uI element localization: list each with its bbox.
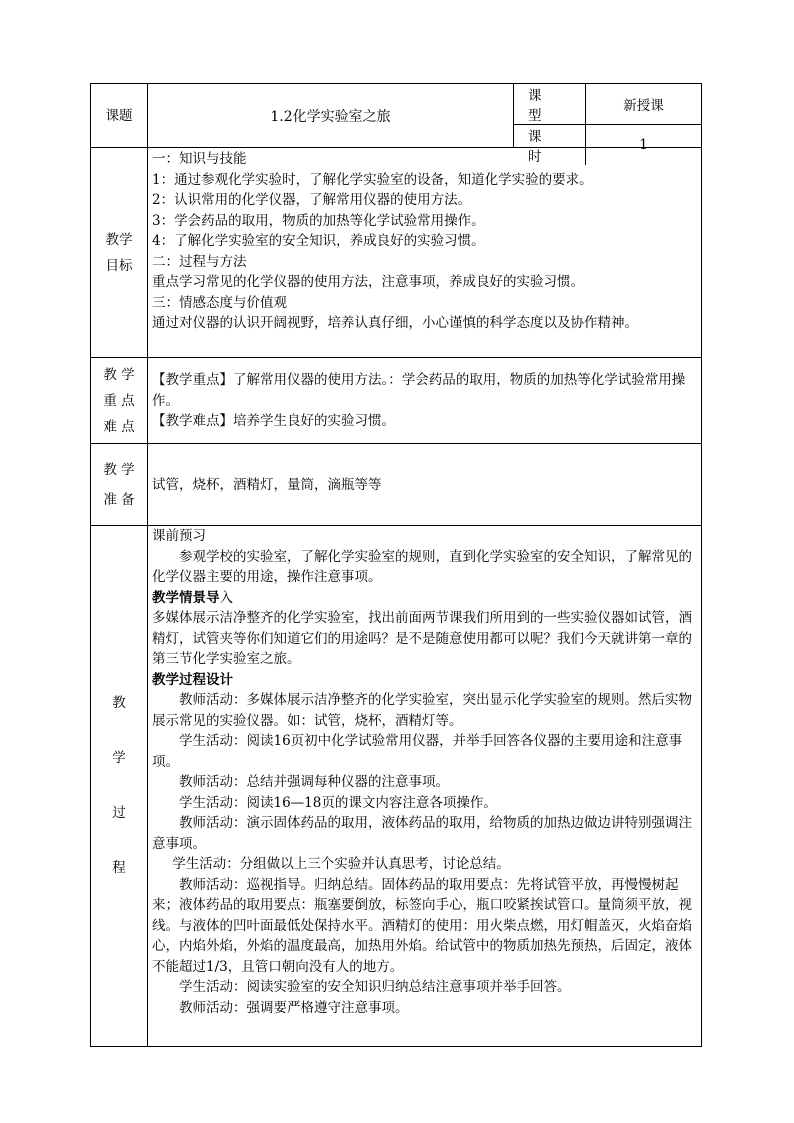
objective-line: 3：学会药品的取用，物质的加热等化学试验常用操作。 <box>152 212 485 229</box>
preparation-row <box>91 444 701 526</box>
key-points-label-line3: 难 点 <box>103 418 135 435</box>
topic-title: 1.2化学实验室之旅 <box>148 84 514 147</box>
objectives-row <box>91 148 701 358</box>
key-points-label-line2: 重 点 <box>103 392 135 409</box>
key-points-label <box>91 358 148 443</box>
objectives-label-line1: 教学 <box>105 231 133 248</box>
lesson-type-value: 新授课 <box>623 98 664 114</box>
lesson-hours-value: 1 <box>639 137 648 153</box>
lesson-type-label: 课 型 <box>514 84 586 124</box>
objectives-label <box>91 148 148 357</box>
key-points-row <box>91 358 701 444</box>
objective-line: 重点学习常见的化学仪器的使用方法，注意事项，养成良好的实验习惯。 <box>152 274 584 290</box>
lesson-meta <box>514 84 701 165</box>
process-step: 教师活动：多媒体展示洁净整齐的化学实验室，突出显示化学实验室的规则。然后实物展示常见的实验仪器。如：试管，烧杯，酒精灯等。 <box>152 692 692 729</box>
objective-line: 一：知识与技能 <box>152 151 247 167</box>
process-label <box>91 526 148 1046</box>
objective-line: 2：认识常用的化学仪器，了解常用仪器的使用方法。 <box>152 192 472 208</box>
process-step: 学生活动：阅读实验室的安全知识归纳总结注意事项并举手回答。 <box>179 979 571 995</box>
process-step: 教师活动：演示固体药品的取用，液体药品的取用，给物质的加热边做边讲特别强调注意事项。 <box>152 815 692 852</box>
key-points-content <box>148 358 701 443</box>
objectives-label-line2: 目标 <box>105 257 133 274</box>
process-content <box>148 526 701 1046</box>
process-step: 教师活动：巡视指导。归纳总结。固体药品的取用要点：先将试管平放，再慢慢树起来；液体药品的取用要点：瓶塞要倒放，标签向手心，瓶口咬紧挨试管口。量筒须平放，视线。与液体的凹叶面最低处保持水平。酒精灯的使用：用火柴点燃，用灯帽盖灭，火焰奋焰心，内焰外焰，外焰的温度最高，加热用外焰。给试管中的物质加热先预热，后固定，液体不能超过1/3，且管口朝向没有人的地方。 <box>152 876 692 975</box>
preparation-text: 试管，烧杯，酒精灯，量筒，滴瓶等等 <box>152 476 382 493</box>
process-step: 学生活动：分组做以上三个实验并认真思考，讨论总结。 <box>172 856 510 872</box>
intro-text: 多媒体展示洁净整齐的化学实验室，找出前面两节课我们所用到的一些实验仪器如试管，酒精灯，试管夹等你们知道它们的用途吗？是不是随意使用都可以呢？我们今天就讲第一章的第三节化学实验室之旅。 <box>152 610 692 667</box>
objective-line: 1：通过参观化学实验时，了解化学实验室的设备，知道化学实验的要求。 <box>152 171 593 188</box>
lesson-hours-label: 课 时 <box>514 125 586 165</box>
objective-line: 二：过程与方法 <box>152 253 247 270</box>
objective-line: 通过对仪器的认识开阔视野，培养认真仔细，小心谨慎的科学态度以及协作精神。 <box>152 315 638 331</box>
preparation-label-line1: 教 学 <box>103 461 135 478</box>
preview-text: 参观学校的实验室，了解化学实验室的规则，直到化学实验室的安全知识，了解常见的化学仪器主要的用途，操作注意事项。 <box>152 548 692 585</box>
objective-line: 三：情感态度与价值观 <box>152 294 287 311</box>
preview-heading: 课前预习 <box>152 528 206 544</box>
preparation-content <box>148 444 701 525</box>
intro-heading <box>152 588 697 609</box>
objectives-content <box>148 148 701 357</box>
key-point-line: 【教学难点】培养学生良好的实验习惯。 <box>152 413 395 429</box>
preparation-label-line2: 准 备 <box>103 491 135 508</box>
objective-line: 4：了解化学实验室的安全知识，养成良好的实验习惯。 <box>152 233 485 249</box>
process-step: 教师活动：总结并强调每种仪器的注意事项。 <box>179 774 449 790</box>
design-heading: 教学过程设计 <box>152 671 233 688</box>
intro-heading-bold: 教学情景导 <box>152 589 220 606</box>
process-step: 学生活动：阅读16—18页的课文内容注意各项操作。 <box>179 794 497 811</box>
process-row <box>91 526 701 1046</box>
process-label-char: 教 <box>112 695 126 711</box>
process-label-char: 程 <box>112 860 126 876</box>
preparation-label <box>91 444 148 525</box>
lesson-type-row <box>514 84 701 125</box>
key-point-line: 【教学重点】了解常用仪器的使用方法。：学会药品的取用，物质的加热等化学试验常用操作。 <box>152 372 686 409</box>
process-label-char: 学 <box>112 750 126 766</box>
key-points-label-line1: 教 学 <box>103 366 135 383</box>
lesson-plan-table <box>90 83 702 1047</box>
topic-label: 课题 <box>91 84 148 147</box>
process-step: 教师活动：强调要严格遵守注意事项。 <box>179 999 409 1016</box>
process-step: 学生活动：阅读16页初中化学试验常用仪器，并举手回答各仪器的主要用途和注意事项。 <box>152 733 683 770</box>
process-label-char: 过 <box>112 805 126 821</box>
intro-heading-rest: 入 <box>219 589 233 606</box>
